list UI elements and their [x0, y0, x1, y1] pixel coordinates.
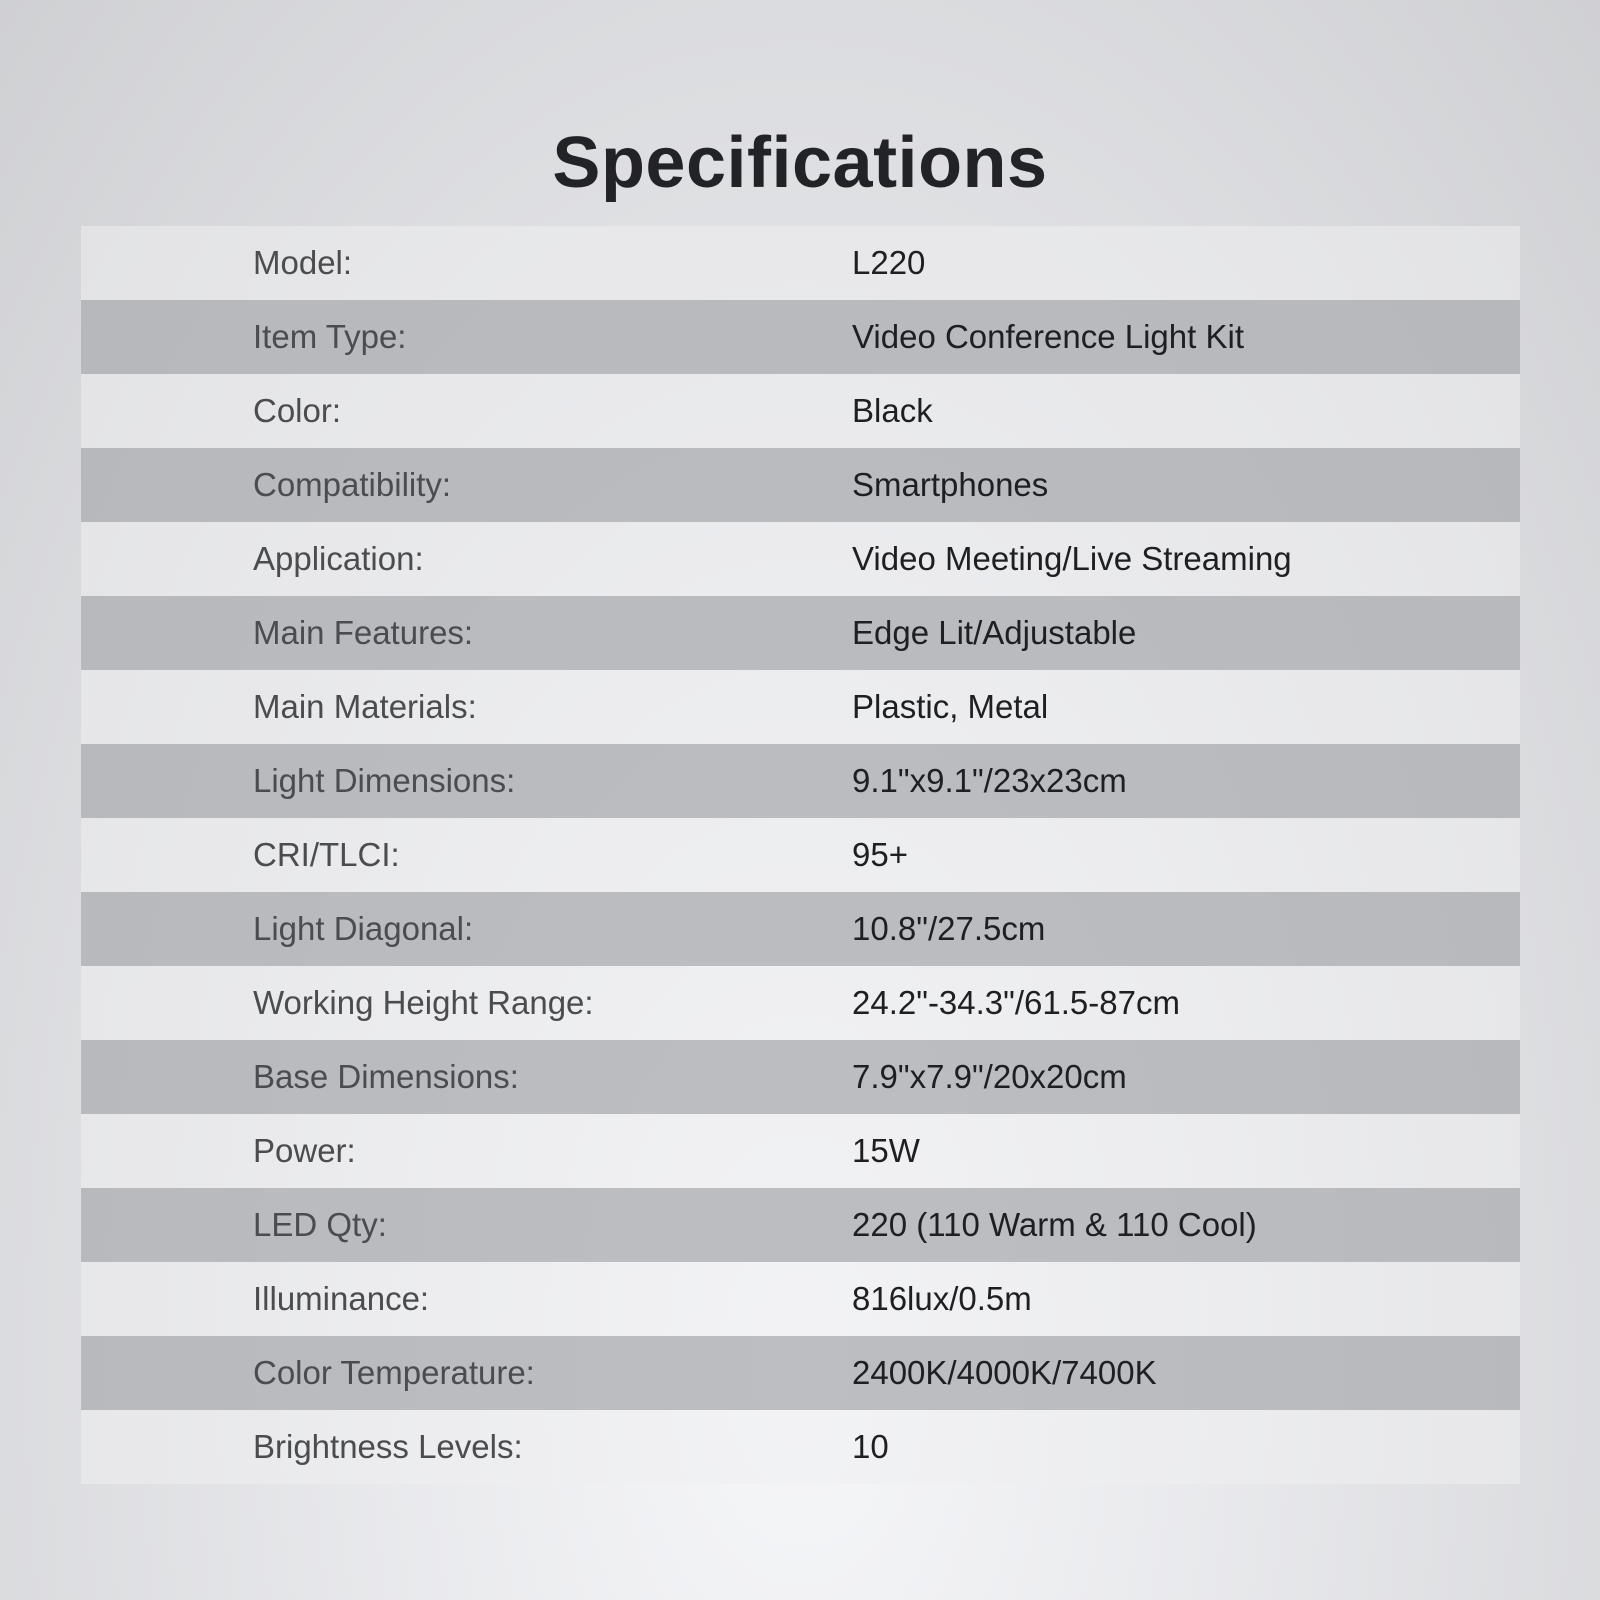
spec-value: 220 (110 Warm & 110 Cool) [852, 1206, 1257, 1243]
spec-value: Plastic, Metal [852, 688, 1049, 725]
spec-value: 10 [852, 1428, 889, 1465]
spec-value: 24.2"-34.3"/61.5-87cm [852, 984, 1180, 1021]
spec-row-brightness-levels [81, 1410, 1520, 1484]
spec-value: Video Meeting/Live Streaming [852, 540, 1292, 577]
spec-row-light-dimensions [81, 744, 1520, 818]
spec-row-base-dimensions [81, 1040, 1520, 1114]
spec-value: 9.1"x9.1"/23x23cm [852, 762, 1127, 799]
spec-label: Light Dimensions: [253, 762, 516, 799]
spec-value: 2400K/4000K/7400K [852, 1354, 1157, 1391]
spec-label: Light Diagonal: [253, 910, 474, 947]
spec-label: Application: [253, 540, 424, 577]
spec-label: Working Height Range: [253, 984, 594, 1021]
spec-row-color [81, 374, 1520, 448]
spec-label: Item Type: [253, 318, 407, 355]
spec-row-illuminance [81, 1262, 1520, 1336]
spec-row-main-features [81, 596, 1520, 670]
spec-value: 95+ [852, 836, 908, 873]
spec-row-light-diagonal [81, 892, 1520, 966]
spec-row-cri-tlci [81, 818, 1520, 892]
spec-value: 816lux/0.5m [852, 1280, 1032, 1317]
spec-label: Main Features: [253, 614, 474, 651]
spec-label: Power: [253, 1132, 356, 1169]
spec-row-color-temperature [81, 1336, 1520, 1410]
spec-value: 15W [852, 1132, 920, 1169]
spec-row-main-materials [81, 670, 1520, 744]
spec-row-model [81, 226, 1520, 300]
spec-row-application [81, 522, 1520, 596]
spec-label: Illuminance: [253, 1280, 430, 1317]
spec-label: Main Materials: [253, 688, 477, 725]
spec-row-item-type [81, 300, 1520, 374]
spec-row-working-height-range [81, 966, 1520, 1040]
spec-row-led-qty [81, 1188, 1520, 1262]
spec-table [81, 226, 1520, 1484]
spec-label: Brightness Levels: [253, 1428, 523, 1465]
spec-label: Compatibility: [253, 466, 452, 503]
spec-value: 10.8"/27.5cm [852, 910, 1046, 947]
spec-value: L220 [852, 244, 926, 281]
spec-label: CRI/TLCI: [253, 836, 400, 873]
spec-label: Model: [253, 244, 353, 281]
spec-value: Black [852, 392, 933, 429]
spec-label: Color Temperature: [253, 1354, 535, 1391]
spec-label: Color: [253, 392, 342, 429]
spec-value: Video Conference Light Kit [852, 318, 1244, 355]
spec-value: 7.9"x7.9"/20x20cm [852, 1058, 1127, 1095]
spec-row-power [81, 1114, 1520, 1188]
spec-label: Base Dimensions: [253, 1058, 519, 1095]
spec-value: Edge Lit/Adjustable [852, 614, 1137, 651]
spec-value: Smartphones [852, 466, 1049, 503]
page-title: Specifications [552, 123, 1048, 203]
spec-label: LED Qty: [253, 1206, 387, 1243]
spec-row-compatibility [81, 448, 1520, 522]
